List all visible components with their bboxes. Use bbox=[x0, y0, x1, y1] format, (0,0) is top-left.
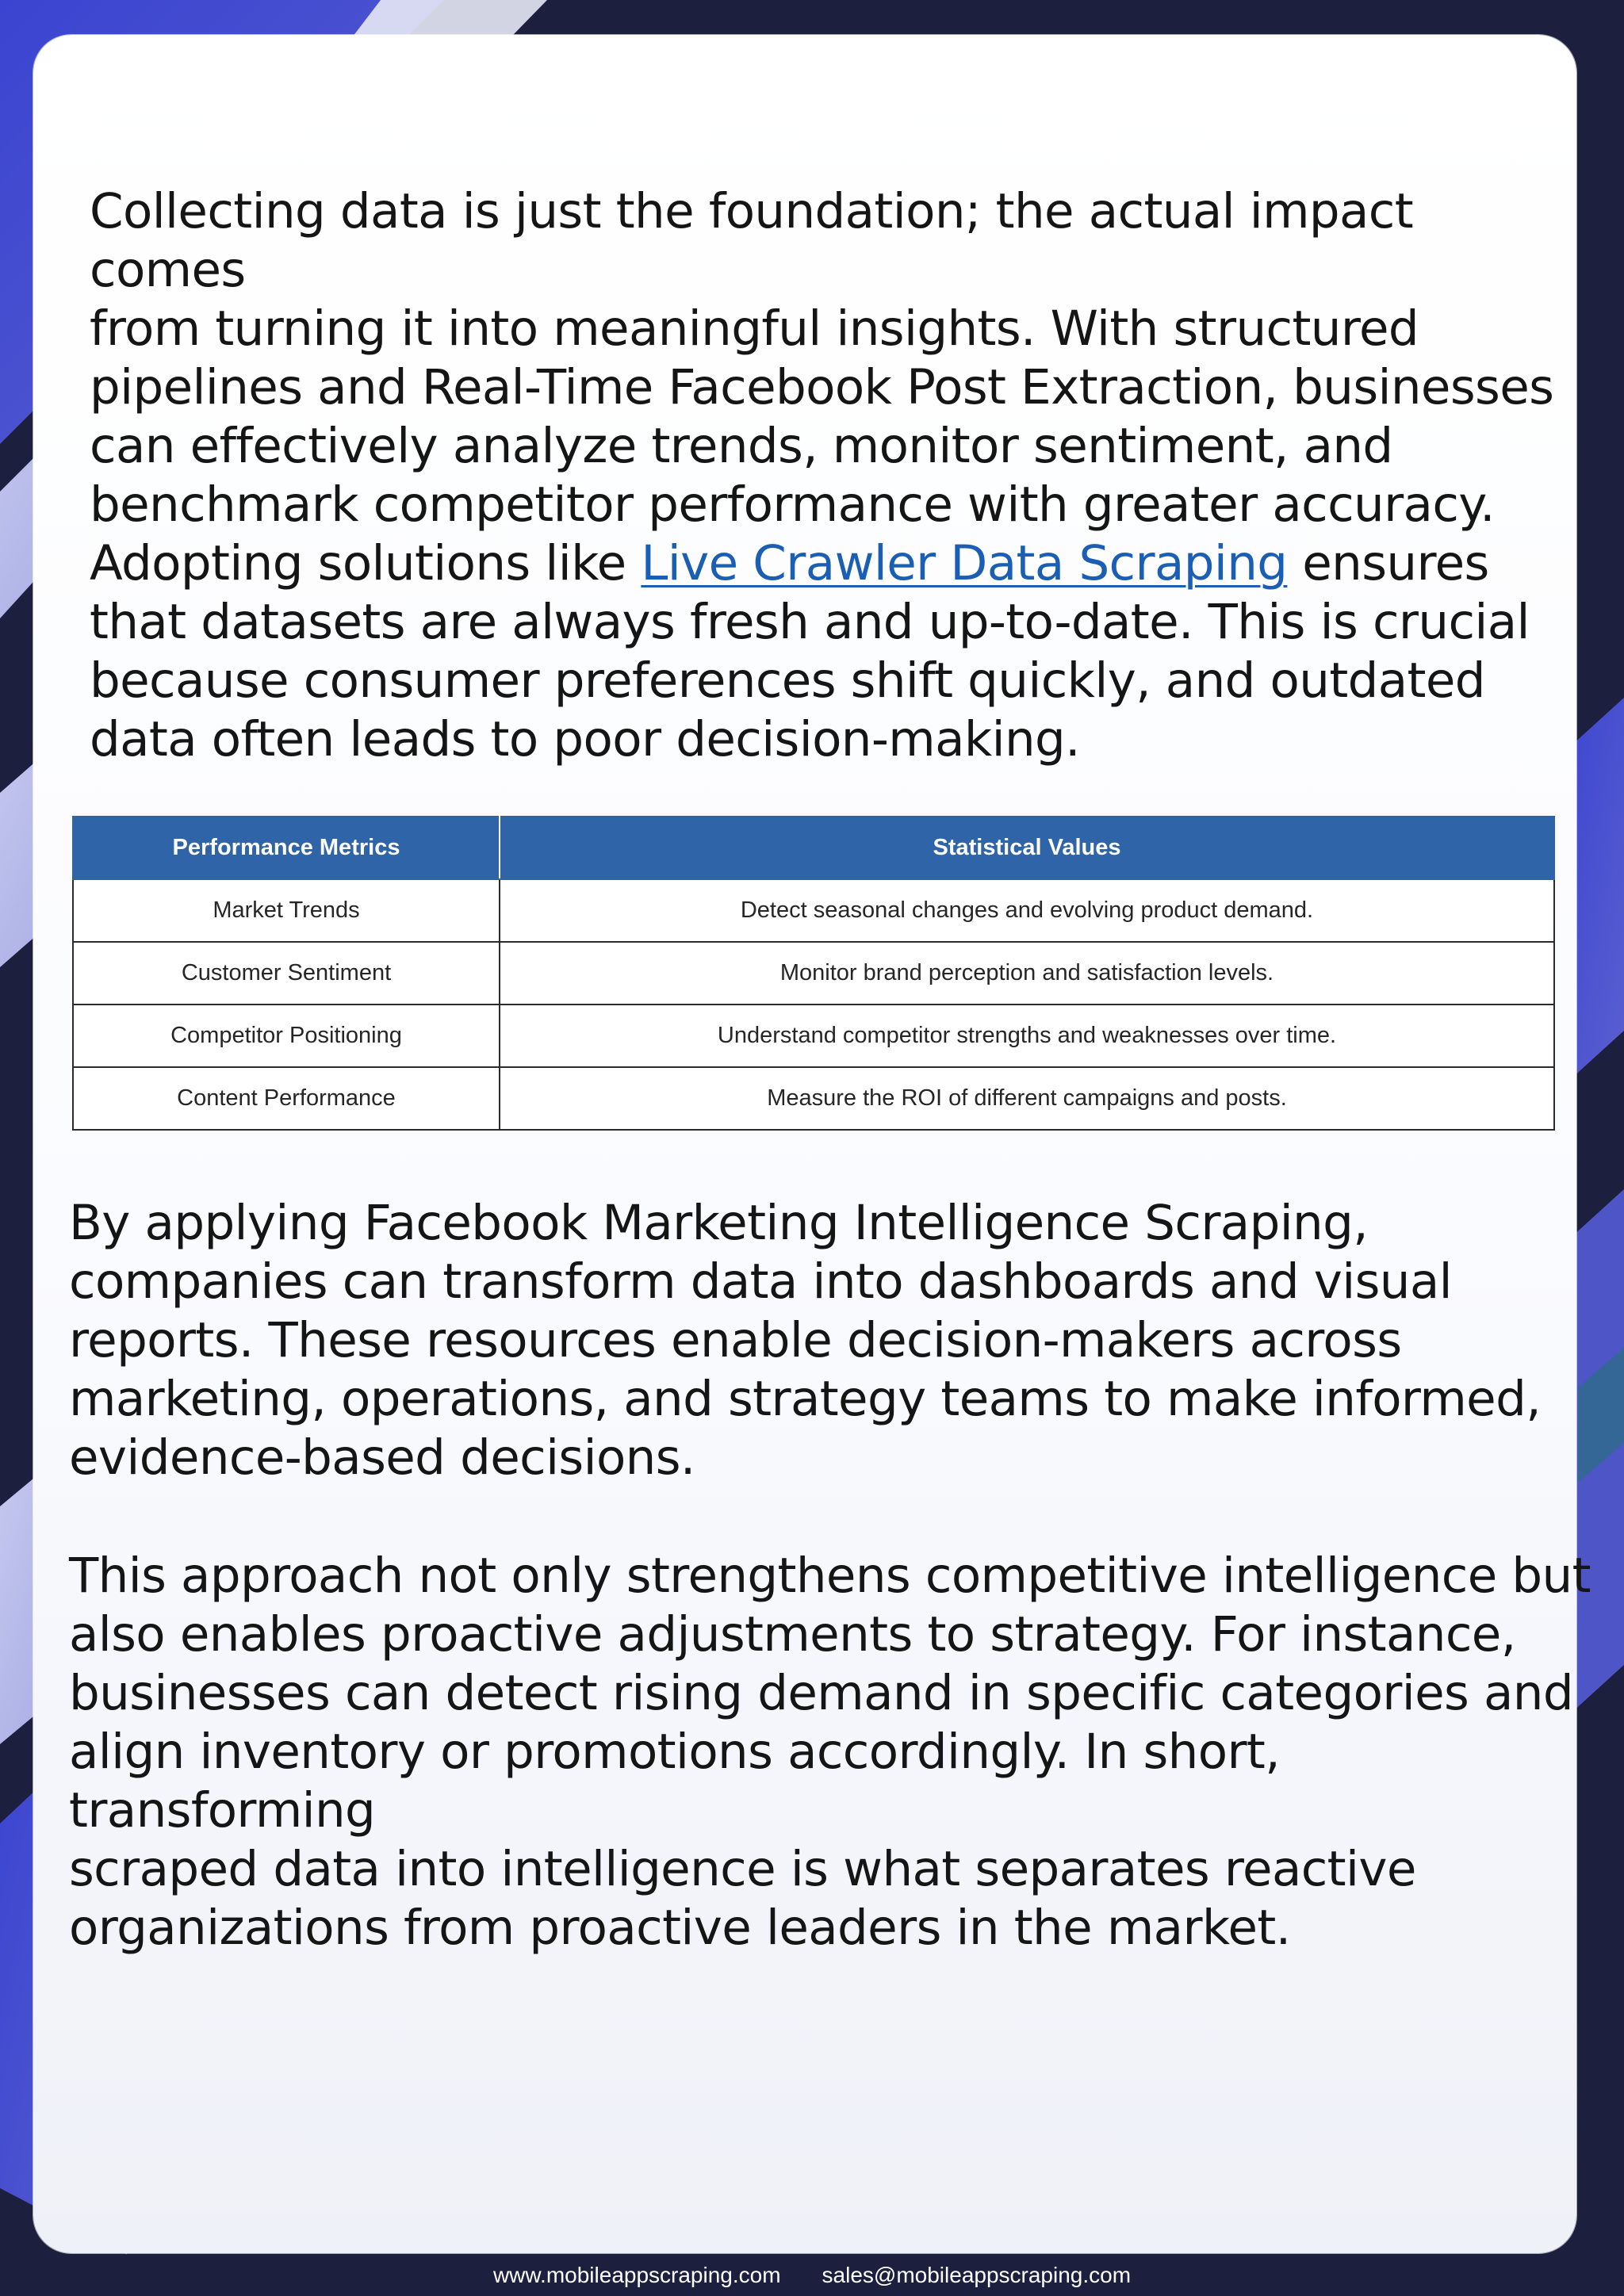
value-cell: Understand competitor strengths and weaknesses over time. bbox=[500, 1004, 1554, 1067]
paragraph-live-crawler bbox=[90, 534, 1580, 769]
table-header-row bbox=[73, 817, 1554, 879]
value-cell: Measure the ROI of different campaigns and posts. bbox=[500, 1067, 1554, 1130]
metric-cell: Competitor Positioning bbox=[73, 1004, 500, 1067]
table-row bbox=[73, 942, 1554, 1004]
table-row bbox=[73, 879, 1554, 942]
footer-website-link[interactable]: www.mobileappscraping.com bbox=[492, 2263, 781, 2287]
paragraph-prefix: Adopting solutions like bbox=[90, 535, 642, 591]
paragraph-marketing-intelligence: By applying Facebook Marketing Intelligence Scraping, companies can transform data into dashboards and visual reports. These resources enable decision-makers across marketing, operations, and strategy teams to make informed, evidence-based decisions. bbox=[69, 1195, 1541, 1486]
table-row bbox=[73, 1067, 1554, 1130]
paragraph-suffix: ensures that datasets are always fresh and up-to-date. This is crucial because consumer preferences shift quickly, and outdated data often leads to poor decision-making. bbox=[90, 535, 1530, 767]
metric-cell: Customer Sentiment bbox=[73, 942, 500, 1004]
value-cell: Monitor brand perception and satisfaction levels. bbox=[500, 942, 1554, 1004]
metric-cell: Market Trends bbox=[73, 879, 500, 942]
metric-cell: Content Performance bbox=[73, 1067, 500, 1130]
header-performance-metrics: Performance Metrics bbox=[73, 817, 500, 879]
paragraph-data-insights: Collecting data is just the foundation; the actual impact comes from turning it into meaningful insights. With structured pipelines and Real-Time Facebook Post Extraction, businesses can effectively analyze trends, monitor sentiment, and benchmark competitor performance with greater accuracy. bbox=[90, 183, 1554, 533]
header-statistical-values: Statistical Values bbox=[500, 817, 1554, 879]
footer-email-link[interactable]: sales@mobileappscraping.com bbox=[822, 2263, 1132, 2287]
table-row bbox=[73, 1004, 1554, 1067]
value-cell: Detect seasonal changes and evolving product demand. bbox=[500, 879, 1554, 942]
paragraph-competitive-intelligence: This approach not only strengthens competitive intelligence but also enables proactive adjustments to strategy. For instance, businesses can detect rising demand in specific categories and align inventory or promotions accordingly. In short, transforming scraped data into intelligence is what separates reactive organizations from proactive leaders in the market. bbox=[69, 1548, 1591, 1956]
footer bbox=[0, 2260, 1624, 2291]
performance-metrics-table bbox=[72, 816, 1555, 1131]
live-crawler-link[interactable]: Live Crawler Data Scraping bbox=[641, 535, 1288, 591]
